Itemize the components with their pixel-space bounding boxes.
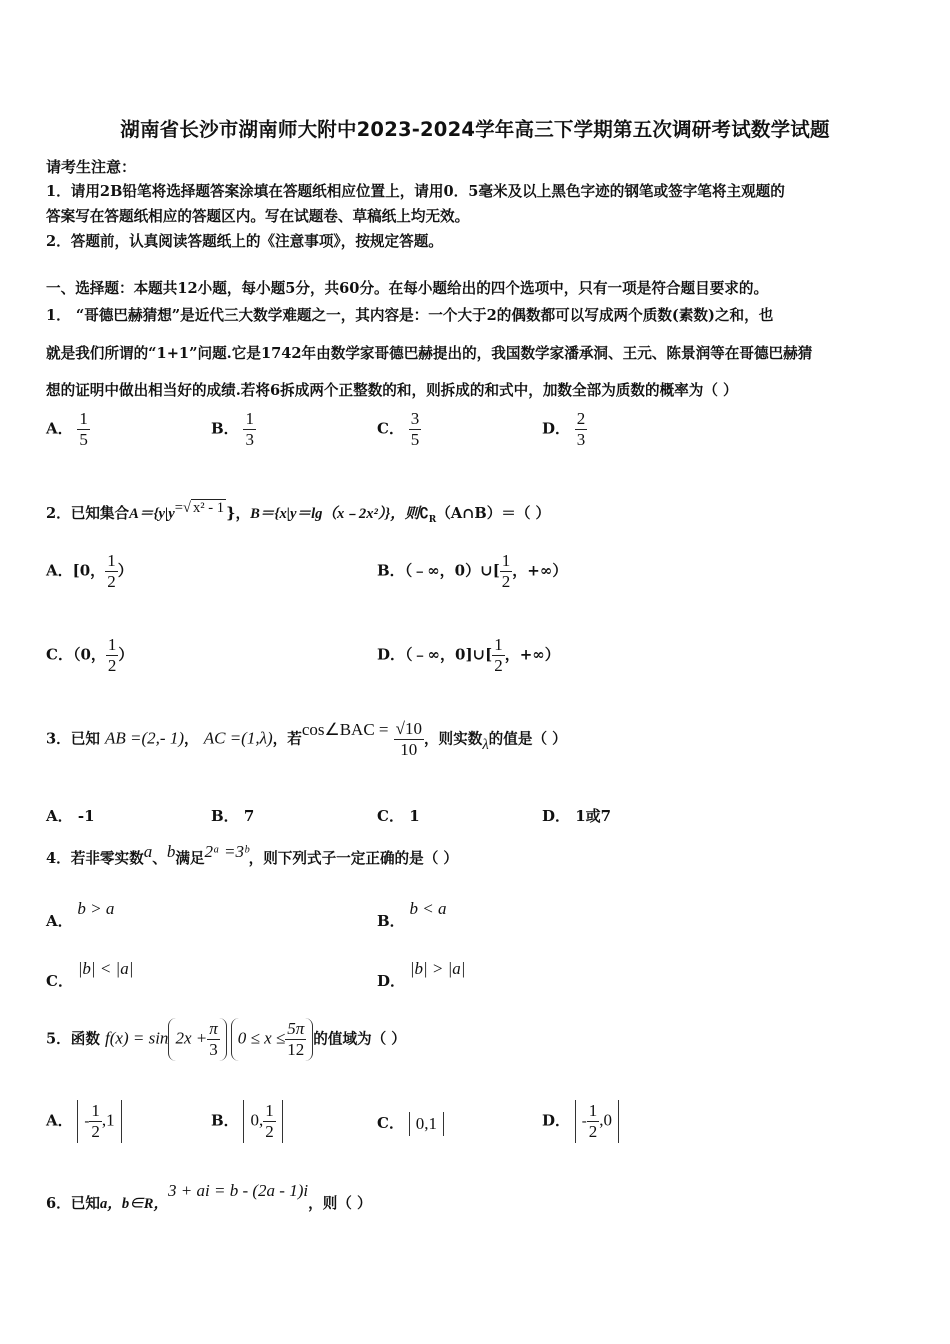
- fraction: $\frac{\pi}{3}$: [209, 1019, 218, 1059]
- interval: - $\frac{1}{2}$ ,0: [575, 1100, 619, 1143]
- q1-option-d[interactable]: [542, 410, 587, 449]
- interval: 0, $\frac{1}{2}$: [243, 1100, 282, 1143]
- q3-option-c[interactable]: C． 1: [377, 807, 420, 825]
- q5-stem: 5．函数 f(x) = sin 2x + $\frac{\pi}{3}$ 0 ≤ x ≤ $\frac{5\pi}{12}$ 的值域为（ ）: [46, 1019, 406, 1059]
- q2-option-b[interactable]: B．（﹣∞，0）∪[ $\frac{1}{2}$ ，+∞）: [377, 551, 568, 591]
- fraction: $\frac{2}{3}$: [576, 409, 586, 449]
- option-label: C．: [377, 419, 404, 438]
- notice-heading: 请考生注意：: [46, 158, 137, 176]
- fraction: $\frac{√10}{10}$: [395, 719, 422, 759]
- fraction: $\frac{1}{2}$: [588, 1101, 598, 1141]
- q5-option-b[interactable]: B． 0, $\frac{1}{2}$: [211, 1100, 283, 1143]
- q1-line2: 就是我们所谓的“1+1”问题.它是1742年由数学家哥德巴赫提出的，我国数学家潘承洞、王元、陈景润等在哥德巴赫猜: [46, 345, 813, 362]
- fraction: $\frac{1}{2}$: [265, 1101, 274, 1141]
- fraction: $\frac{1}{2}$: [494, 635, 503, 675]
- q3-option-b[interactable]: B． 7: [211, 807, 255, 825]
- fraction: $\frac{5\pi}{12}$: [287, 1019, 305, 1059]
- option-label: D．: [542, 419, 571, 438]
- notice-line1: 1．请用2B铅笔将选择题答案涂填在答题纸相应位置上，请用0．5毫米及以上黑色字迹的钢笔或签字笔将主观题的: [46, 183, 785, 200]
- q4-option-b[interactable]: B． b < a: [377, 899, 447, 930]
- fraction: $\frac{1}{5}$: [79, 409, 88, 449]
- q4-option-c[interactable]: C． |b| < |a|: [46, 959, 134, 990]
- q4-option-d[interactable]: D． |b| > |a|: [377, 959, 466, 990]
- paren-group: 2x + $\frac{\pi}{3}$: [168, 1018, 226, 1061]
- q1-line1: 1． “哥德巴赫猜想”是近代三大数学难题之一，其内容是：一个大于2的偶数都可以写成两个质数(素数)之和，也: [46, 307, 774, 324]
- fraction: $\frac{1}{2}$: [107, 635, 117, 675]
- q3-option-d[interactable]: D． 1或7: [542, 807, 612, 825]
- q3-option-a[interactable]: A． -1: [46, 807, 95, 825]
- fraction: $\frac{1}{3}$: [245, 409, 254, 449]
- fraction: $\frac{1}{2}$: [107, 551, 116, 591]
- q2-option-d[interactable]: D．（﹣∞，0]∪[ $\frac{1}{2}$ ，+∞）: [377, 635, 560, 675]
- fraction: $\frac{3}{5}$: [410, 409, 420, 449]
- q5-option-a[interactable]: A． - $\frac{1}{2}$ ,1: [46, 1100, 122, 1143]
- q1-option-c[interactable]: [377, 410, 421, 449]
- q2-option-c[interactable]: C．（0， $\frac{1}{2}$ ）: [46, 635, 134, 675]
- q5-option-d[interactable]: D． - $\frac{1}{2}$ ,0: [542, 1100, 619, 1143]
- section-heading: 一、选择题：本题共12小题，每小题5分，共60分。在每小题给出的四个选项中，只有一项是符合题目要求的。: [46, 280, 769, 297]
- interval: 0,1: [409, 1112, 444, 1136]
- notice-line1-cont: 答案写在答题纸相应的答题区内。写在试题卷、草稿纸上均无效。: [46, 208, 470, 225]
- notice-line2: 2．答题前，认真阅读答题纸上的《注意事项》，按规定答题。: [46, 233, 443, 250]
- q4-option-a[interactable]: A． b > a: [46, 899, 115, 930]
- option-label: A．: [46, 419, 73, 438]
- page-title: 湖南省长沙市湖南师大附中2023-2024学年高三下学期第五次调研考试数学试题: [120, 118, 830, 141]
- fraction: $\frac{1}{2}$: [91, 1101, 100, 1141]
- q6-stem: 6．已知a，b∈R，3 + ai = b - (2a - 1)i，则（ ）: [46, 1181, 372, 1212]
- fraction: $\frac{1}{2}$: [501, 551, 511, 591]
- interval: - $\frac{1}{2}$ ,1: [77, 1100, 121, 1143]
- q4-stem: 4．若非零实数a、b满足2ᵃ =3ᵇ，则下列式子一定正确的是（ ）: [46, 842, 459, 867]
- q5-option-c[interactable]: C． 0,1: [377, 1112, 444, 1136]
- q2-stem: 2．已知集合A＝{y|y=√ x² - 1 }，B＝{x|y＝lg（x﹣2x²）}，则$∁_R(A\cap B)=$（ ）: [46, 500, 551, 525]
- option-label: B．: [211, 419, 239, 438]
- q2-option-a[interactable]: A．[0， $\frac{1}{2}$ ）: [46, 551, 133, 591]
- q1-option-b[interactable]: [211, 410, 256, 449]
- q1-line3: 想的证明中做出相当好的成绩.若将6拆成两个正整数的和，则拆成的和式中，加数全部为质数的概率为（ ）: [46, 382, 738, 399]
- paren-group: 0 ≤ x ≤ $\frac{5\pi}{12}$: [231, 1018, 314, 1061]
- q3-stem: 3．已知 AB =(2,- 1)， AC =(1,λ)，若cos∠BAC = $\frac{√10}{10}$ ，则实数λ的值是（ ）: [46, 719, 567, 759]
- q1-option-a[interactable]: [46, 410, 90, 449]
